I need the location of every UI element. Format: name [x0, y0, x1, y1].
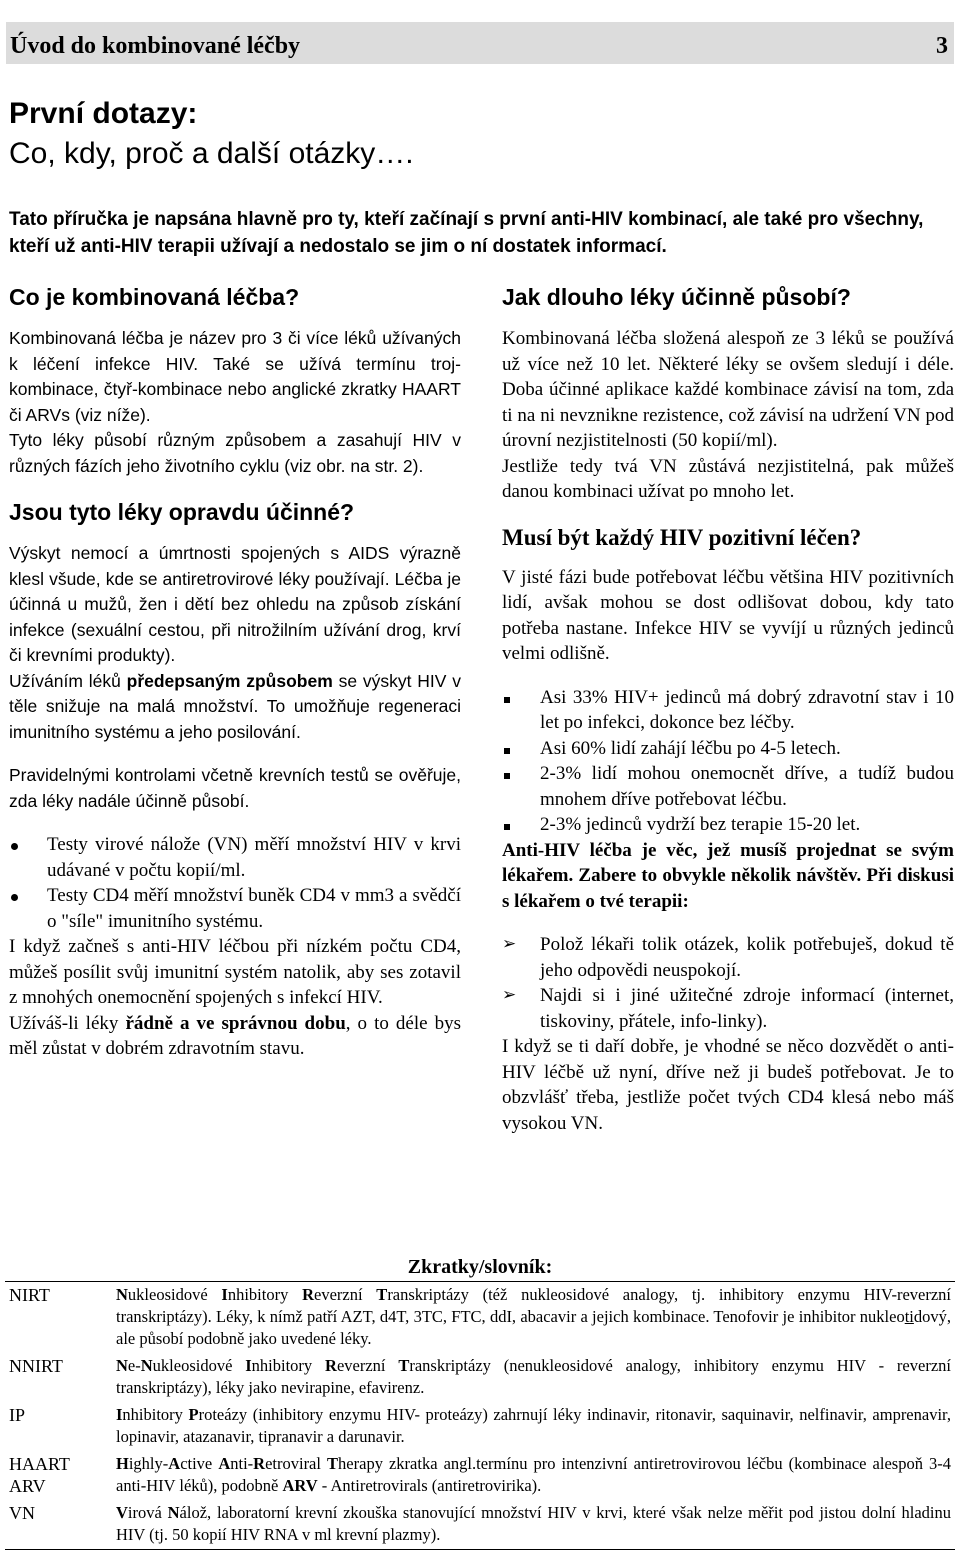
- list-item-text: Testy CD4 měří množství buněk CD4 v mm3 a svědčí o "síle" imunitního systému.: [47, 885, 461, 932]
- arrow-bullet-icon: ➢: [502, 985, 517, 1005]
- paragraph: Výskyt nemocí a úmrtnosti spojených s AIDS výrazně klesl všude, kde se antiretrovirové léky používají. Léčba je účinná u mužů, žen i dětí bez ohledu na způsob získání infekce (sexuální cestou, při nitrožilním užívání drog, krví či krevními produkty).: [9, 543, 461, 665]
- glossary-row-vn: [5, 1500, 955, 1549]
- glossary-definition: Highly-Active Anti-Retroviral Therapy zkratka angl.termínu pro intenzivní antiretrovirovou léčbu (kombinace alespoň 3-4 anti-HIV léků), podobně ARV - Antiretrovirals (antiretrovirika).: [116, 1454, 951, 1495]
- glossary-abbr: NNIRT: [9, 1356, 63, 1376]
- glossary-title: Zkratky/slovník:: [407, 1256, 553, 1278]
- page-number: 3: [936, 33, 948, 59]
- glossary-abbr: [9, 1453, 109, 1497]
- section-heading-how-long: Jak dlouho léky účinně působí?: [502, 284, 851, 310]
- text-run: , o to déle bys měl zůstat v dobrém zdravotním stavu.: [9, 1012, 461, 1059]
- glossary-row-haart: [5, 1451, 955, 1500]
- square-bullet-icon: [502, 812, 540, 838]
- bold-paragraph: Anti-HIV léčba je věc, jež musíš projednat se svým lékařem. Zabere to obvykle několik návštěv. Při diskusi s lékařem o tvé terapii:: [502, 839, 954, 912]
- text-run: Užíváním léků: [9, 670, 127, 691]
- list-item: [502, 812, 954, 838]
- list-item: [9, 883, 461, 934]
- right-column: [502, 282, 954, 1136]
- glossary-table: [5, 1281, 955, 1550]
- glossary-row-nirt: [5, 1282, 955, 1353]
- list-item-text: 2-3% jedinců vydrží bez terapie 15-20 let.: [540, 814, 861, 835]
- paragraph: Kombinovaná léčba složená alespoň ze 3 léků se používá už více než 10 let. Některé léky se ovšem sledují i déle. Doba účinné aplikace každé kombinace závisí na tom, zda ti na ni nevznikne rezistence, což závisí na udržení VN pod úrovní nezjistitelnosti (50 kopií/ml).: [502, 328, 954, 451]
- abbr-arv: ARV: [9, 1476, 46, 1496]
- section-heading-what: Co je kombinovaná léčba?: [9, 284, 300, 310]
- paragraph: Kombinovaná léčba je název pro 3 či více léků užívaných k léčení infekce HIV. Také se užívá termínu troj-kombinace, čtyř-kombinace nebo anglické zkratky HAART či ARVs (viz níže).: [9, 328, 461, 425]
- section-heading-must-treat: Musí být každý HIV pozitivní léčen?: [502, 524, 862, 550]
- glossary-definition: Virová Nálož, laboratorní krevní zkouška stanovující množství HIV v krvi, které však nelze měřit pod jistou dolní hladinu HIV (tj. 50 kopií HIV RNA v ml krevní plazmy).: [116, 1503, 952, 1544]
- bullet-list: [502, 685, 954, 838]
- bullet-icon: [9, 883, 47, 909]
- header-title: Úvod do kombinované léčby: [10, 33, 301, 59]
- section-heading-effective: Jsou tyto léky opravdu účinné?: [9, 499, 355, 525]
- list-item: [502, 761, 954, 812]
- paragraph: [9, 669, 461, 746]
- glossary-definition: Nukleosidové Inhibitory Reverzní Transkriptázy (též nukleosidové analogy, tj. inhibitory enzymu HIV-reverzní transkriptázy). Léky, k nímž patří AZT, d4T, 3TC, FTC, ddI, abacavir a jejich kombinace. Tenofovir je inhibitor nukleotidový, ale působí podobně jako uvedené léky.: [116, 1285, 951, 1348]
- intro-paragraph: Tato příručka je napsána hlavně pro ty, kteří začínají s první anti-HIV kombinací, ale také pro všechny, kteří už anti-HIV terapii užívají a nedostalo se jim o ní dostatek informací.: [9, 209, 924, 257]
- left-column: [9, 282, 461, 1062]
- glossary-abbr: NIRT: [9, 1285, 50, 1305]
- paragraph: Tyto léky působí různým způsobem a zasahují HIV v různých fázích jeho životního cyklu (viz obr. na str. 2).: [9, 430, 461, 476]
- list-item-text: Asi 60% lidí zahájí léčbu po 4-5 letech.: [540, 737, 841, 759]
- paragraph: [9, 1011, 461, 1062]
- paragraph: V jisté fázi bude potřebovat léčbu většina HIV pozitivních lidí, avšak mohou se dost odlišovat dobou, kdy tato potřeba nastane. Infekce HIV se vyvíjí u různých jedinců velmi odlišně.: [502, 566, 954, 664]
- bullet-list: [9, 832, 461, 934]
- text-run: se výskyt HIV v těle snižuje na malá množství. To umožňuje regeneraci imunitního systému a jeho posilování.: [9, 670, 461, 742]
- paragraph: I když začneš s anti-HIV léčbou při nízkém počtu CD4, můžeš posílit svůj imunitní systém natolik, aby ses zotavil z mnohých onemocnění spojených s infekcí HIV.: [9, 936, 461, 1008]
- square-bullet-icon: [502, 685, 540, 711]
- list-item-text: Testy virové nálože (VN) měří množství HIV v krvi udávané v počtu kopií/ml.: [47, 834, 461, 881]
- bold-text: řádně a ve správnou dobu: [125, 1012, 346, 1034]
- text-run: Užíváš-li léky: [9, 1012, 126, 1034]
- list-item-text: Polož lékaři tolik otázek, kolik potřebuješ, dokud tě jeho odpovědi neuspokojí.: [540, 934, 954, 981]
- main-title-line2: Co, kdy, proč a další otázky….: [9, 137, 414, 170]
- list-item: [9, 832, 461, 883]
- glossary-definition: Ne-Nukleosidové Inhibitory Reverzní Transkriptázy (nenukleosidové analogy, inhibitory enzymu HIV - reverzní transkriptázy), léky jako nevirapine, efavirenz.: [116, 1356, 951, 1397]
- main-title: [9, 94, 414, 174]
- bullet-icon: [9, 832, 47, 858]
- list-item-text: Asi 33% HIV+ jedinců má dobrý zdravotní stav i 10 let po infekci, dokonce bez léčby.: [540, 686, 954, 733]
- list-item: [502, 736, 954, 762]
- list-item: [502, 685, 954, 736]
- glossary-definition: Inhibitory Proteázy (inhibitory enzymu HIV- proteázy) zahrnují léky indinavir, ritonavir, saquinavir, nelfinavir, amprenavir, lopinavir, atazanavir, tipranavir a darunavir.: [116, 1405, 951, 1446]
- glossary-abbr: VN: [9, 1503, 35, 1523]
- arrow-list: [502, 932, 954, 1034]
- list-item-text: 2-3% lidí mohou onemocnět dříve, a tudíž budou mnohem dříve potřebovat léčbu.: [540, 763, 954, 810]
- list-item-text: Najdi si i jiné užitečné zdroje informací (internet, tiskoviny, přátele, info-linky).: [540, 985, 954, 1032]
- glossary-row-nnirt: [5, 1353, 955, 1402]
- list-item: [502, 932, 954, 983]
- main-title-line1: První dotazy:: [9, 97, 198, 130]
- arrow-bullet-icon: ➢: [502, 934, 517, 954]
- paragraph: I když se ti daří dobře, je vhodné se něco dozvědět o anti-HIV léčbě už nyní, dříve než ji budeš potřebovat. Je to obzvlášť třeba, jestliže počet tvých CD4 klesá nebo máš vysokou VN.: [502, 1036, 954, 1134]
- bold-text: předepsaným způsobem: [126, 670, 333, 691]
- glossary-row-ip: [5, 1402, 955, 1451]
- list-item: [502, 983, 954, 1034]
- paragraph: Jestliže tedy tvá VN zůstává nezjistitelná, pak můžeš danou kombinaci užívat po mnoho let.: [502, 455, 954, 502]
- paragraph: Pravidelnými kontrolami včetně krevních testů se ověřuje, zda léky nadále účinně působí.: [9, 765, 461, 811]
- glossary-abbr: IP: [9, 1405, 26, 1425]
- square-bullet-icon: [502, 761, 540, 787]
- abbr-haart: HAART: [9, 1454, 70, 1474]
- square-bullet-icon: [502, 736, 540, 762]
